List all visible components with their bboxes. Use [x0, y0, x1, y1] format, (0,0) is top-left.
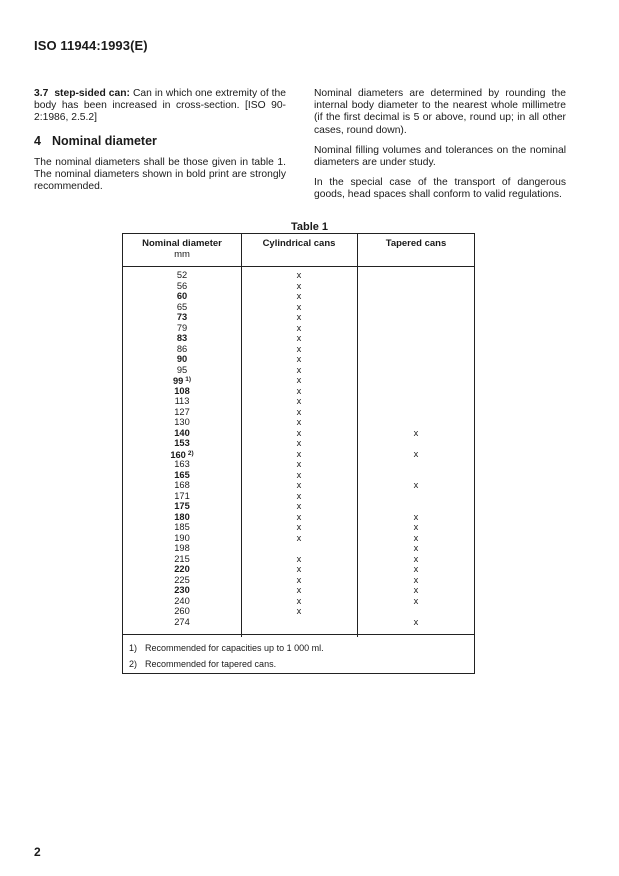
diameter-cell: [123, 459, 241, 470]
cylindrical-mark: x: [296, 585, 302, 595]
tapered-mark: x: [413, 448, 419, 459]
diameter-value: 79: [176, 322, 188, 333]
diameter-cell: [123, 575, 241, 586]
diameter-cell: [123, 585, 241, 596]
cylindrical-mark: x: [296, 406, 302, 417]
diameter-cell: [123, 365, 241, 376]
diameter-value: 260: [174, 606, 190, 616]
diameter-value: 171: [174, 490, 190, 501]
diameter-cell: [123, 428, 241, 439]
tapered-mark: x: [413, 574, 419, 585]
table-row: [123, 543, 474, 554]
cylindrical-mark: x: [296, 606, 302, 616]
cylindrical-mark: x: [296, 448, 302, 459]
diameter-value: 168: [174, 480, 190, 490]
cylindrical-mark: x: [296, 364, 302, 375]
table-header-row: [123, 234, 474, 267]
cylindrical-mark: x: [296, 280, 302, 291]
table-row: [123, 333, 474, 344]
cylindrical-mark: x: [296, 595, 302, 606]
diameter-value: 198: [174, 543, 190, 553]
cylindrical-mark: x: [296, 270, 302, 280]
diameter-cell: [123, 564, 241, 575]
cylindrical-mark: x: [296, 385, 302, 396]
cylindrical-mark: x: [296, 522, 302, 532]
cylindrical-mark: x: [296, 291, 302, 301]
diameter-value: 163: [174, 459, 190, 469]
table-row: [123, 564, 474, 575]
diameter-value: 153: [174, 438, 190, 448]
tapered-mark: x: [413, 564, 419, 574]
table-title: Table 1: [290, 221, 329, 233]
diameter-cell: [123, 302, 241, 313]
paragraph-rounding: Nominal diameters are determined by rounding the internal body diameter to the nearest whole millimetre (if the first decimal is 5 or above, round up; in all other cases, round down).: [314, 88, 566, 136]
diameter-cell: [123, 480, 241, 491]
section-title: Nominal diameter: [52, 133, 157, 148]
table-row: [123, 554, 474, 565]
table-row: [123, 428, 474, 439]
table-row: [123, 449, 474, 460]
section-number: 4: [34, 133, 41, 148]
tapered-mark: x: [413, 543, 419, 553]
notes-divider: [123, 634, 474, 635]
note-text: Recommended for capacities up to 1 000 ml.: [145, 643, 324, 653]
document-id-header: ISO 11944:1993(E): [34, 38, 148, 53]
table-row: [123, 323, 474, 334]
cylindrical-mark: x: [296, 459, 302, 469]
diameter-value: 56: [176, 280, 188, 291]
diameter-value: 65: [176, 301, 188, 312]
diameter-value: 180: [174, 511, 190, 522]
diameter-cell: [123, 344, 241, 355]
diameter-value: 160: [170, 449, 186, 460]
tapered-mark: x: [413, 553, 419, 564]
section-heading: [34, 135, 286, 147]
diameter-cell: [123, 312, 241, 323]
table-row: [123, 533, 474, 544]
note-key: 2): [129, 659, 138, 669]
tapered-mark: x: [413, 511, 419, 522]
cylindrical-mark: x: [296, 480, 302, 490]
header-nominal-diameter: [123, 238, 241, 260]
tapered-mark: x: [413, 532, 419, 543]
cylindrical-mark: x: [296, 322, 302, 333]
paragraph-dangerous-goods: In the special case of the transport of dangerous goods, head spaces shall conform to valid regulations.: [314, 177, 566, 201]
diameter-cell: [123, 533, 241, 544]
cylindrical-mark: x: [296, 553, 302, 564]
table-row: [123, 617, 474, 628]
cylindrical-mark: x: [296, 564, 302, 574]
table-row: [123, 522, 474, 533]
cylindrical-mark: x: [296, 312, 302, 322]
cylindrical-mark: x: [296, 417, 302, 427]
page-number: 2: [34, 845, 41, 859]
cylindrical-mark: x: [296, 438, 302, 448]
table-note: [129, 640, 324, 656]
diameter-value: 175: [174, 501, 190, 511]
tapered-mark: x: [413, 585, 419, 595]
cylindrical-mark: x: [296, 490, 302, 501]
table-body: [123, 270, 474, 627]
diameter-value: 230: [174, 585, 190, 595]
tapered-mark: x: [413, 616, 419, 627]
cylindrical-mark: x: [296, 301, 302, 312]
diameter-value: 215: [174, 553, 190, 564]
table-row: [123, 480, 474, 491]
diameter-value: 165: [174, 469, 190, 480]
diameter-cell: [123, 491, 241, 502]
cylindrical-mark: x: [296, 574, 302, 585]
table-row: [123, 575, 474, 586]
diameter-value: 240: [174, 595, 190, 606]
diameter-cell: [123, 617, 241, 628]
diameter-cell: [123, 470, 241, 481]
diameter-value: 83: [176, 333, 188, 343]
cylindrical-mark: x: [296, 333, 302, 343]
header-tapered-cans: Tapered cans: [385, 238, 447, 249]
diameter-cell: [123, 606, 241, 617]
table-row: [123, 291, 474, 302]
diameter-cell: [123, 543, 241, 554]
tapered-mark: x: [413, 480, 419, 490]
diameter-value: 225: [174, 574, 190, 585]
cylindrical-mark: x: [296, 396, 302, 406]
table-row: [123, 512, 474, 523]
diameter-cell: [123, 596, 241, 607]
table-row: [123, 386, 474, 397]
diameter-cell: [123, 386, 241, 397]
cylindrical-mark: x: [296, 501, 302, 511]
table-note: [129, 656, 324, 672]
cylindrical-mark: x: [296, 343, 302, 354]
cylindrical-mark: x: [296, 354, 302, 364]
diameter-value: 73: [176, 312, 188, 322]
diameter-value: 140: [174, 427, 190, 438]
diameter-cell: [123, 522, 241, 533]
header-diameter-label: Nominal diameter: [142, 238, 222, 249]
diameter-value: 95: [176, 364, 188, 375]
diameter-cell: [123, 501, 241, 512]
term-number: 3.7: [34, 88, 49, 99]
diameter-cell: [123, 333, 241, 344]
table-row: [123, 312, 474, 323]
diameter-value: 185: [174, 522, 190, 532]
table-row: [123, 606, 474, 617]
diameter-value: 220: [174, 564, 190, 574]
diameter-value: 52: [176, 270, 188, 280]
diameter-cell: [123, 407, 241, 418]
header-unit-label: mm: [174, 249, 190, 260]
table-notes: [129, 640, 324, 672]
diameter-value: 60: [176, 291, 188, 301]
diameter-cell: [123, 291, 241, 302]
diameter-value: 274: [174, 616, 190, 627]
table-row: [123, 407, 474, 418]
cylindrical-mark: x: [296, 469, 302, 480]
diameter-cell: [123, 396, 241, 407]
cylindrical-mark: x: [296, 427, 302, 438]
table-row: [123, 585, 474, 596]
cylindrical-mark: x: [296, 532, 302, 543]
table-row: [123, 281, 474, 292]
term-definition: [34, 88, 286, 125]
diameter-cell: [123, 323, 241, 334]
tapered-mark: x: [413, 595, 419, 606]
table-row: [123, 396, 474, 407]
term-definition-text: Can in which one extremity of the body has been increased in cross-section. [ISO 90-2:1986, 2.5.2]: [34, 88, 286, 124]
table-row: [123, 438, 474, 449]
diameter-value: 127: [174, 406, 190, 417]
cylindrical-mark: x: [296, 375, 302, 385]
diameter-value: 108: [174, 385, 190, 396]
diameter-value: 86: [176, 343, 188, 354]
diameter-value: 99: [172, 376, 184, 386]
note-key: 1): [129, 643, 138, 653]
table-row: [123, 344, 474, 355]
table-row: [123, 459, 474, 470]
cylindrical-mark: x: [296, 511, 302, 522]
table-row: [123, 270, 474, 281]
diameter-value: 130: [174, 417, 190, 427]
left-column: [34, 88, 286, 201]
diameter-value: 90: [176, 354, 188, 364]
diameter-cell: [123, 281, 241, 292]
header-cylindrical-cans: Cylindrical cans: [262, 238, 336, 249]
table-row: [123, 354, 474, 365]
tapered-mark: x: [413, 427, 419, 438]
diameter-cell: [123, 270, 241, 281]
table-row: [123, 470, 474, 481]
tapered-mark: x: [413, 522, 419, 532]
table-row: [123, 365, 474, 376]
footnote-ref: 1): [185, 376, 192, 383]
diameter-cell: [123, 354, 241, 365]
diameter-cell: [123, 554, 241, 565]
term-name: step-sided can:: [54, 88, 130, 99]
note-text: Recommended for tapered cans.: [145, 659, 277, 669]
table-row: [123, 491, 474, 502]
diameter-value: 190: [174, 532, 190, 543]
diameter-cell: [123, 512, 241, 523]
table-row: [123, 417, 474, 428]
diameter-value: 113: [174, 396, 190, 406]
table-row: [123, 302, 474, 313]
section-paragraph: The nominal diameters shall be those given in table 1. The nominal diameters shown in bold print are strongly recommended.: [34, 156, 286, 193]
table-row: [123, 375, 474, 386]
table-row: [123, 596, 474, 607]
right-column: [314, 88, 566, 210]
diameter-cell: [123, 438, 241, 449]
footnote-ref: 2): [187, 449, 194, 457]
paragraph-tolerances: Nominal filling volumes and tolerances on the nominal diameters are under study.: [314, 144, 566, 169]
diameter-cell: [123, 417, 241, 428]
table-row: [123, 501, 474, 512]
diameter-table: [122, 233, 475, 674]
